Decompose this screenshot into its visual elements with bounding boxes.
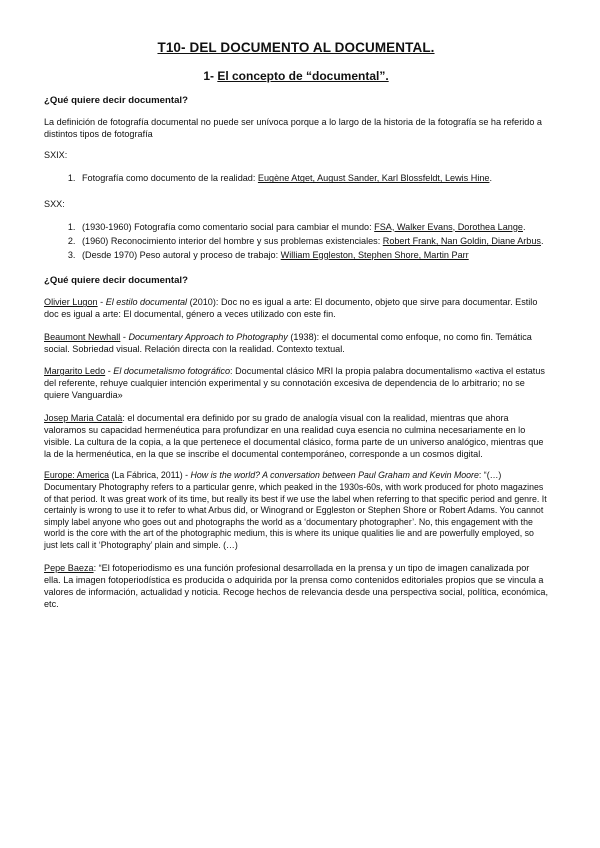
intro-paragraph: La definición de fotografía documental no puede ser unívoca porque a lo largo de la historia de la fotografía se ha referido a distintos tipos de fotografía bbox=[44, 117, 542, 140]
document-page bbox=[44, 40, 548, 620]
section-heading bbox=[44, 69, 548, 83]
author-link: Robert Frank, Nan Goldin, Diane Arbus bbox=[382, 235, 541, 246]
quote-work: El documetalismo fotográfico bbox=[113, 366, 231, 377]
sxx-label: SXX: bbox=[44, 198, 65, 209]
quote-paragraph: Pepe Baeza: “El fotoperiodismo es una función profesional desarrollada en la prensa y un tipo de imagen canalizada por ella. La imagen fotoperiodística es producida o adquirida por la prensa como contenidos editoriales propios que se vincula a valores de información, actualidad y noticia. Recoge hechos de relevancia desde una perspectiva social, política, económica, etc. bbox=[44, 562, 548, 610]
list-item: 1. Fotografía como documento de la realidad: Eugène Atget, August Sander, Karl Blossfeldt, Lewis Hine. bbox=[78, 172, 548, 184]
quote-work: How is the world? A conversation between Paul Graham and Kevin Moore bbox=[190, 470, 479, 481]
author-link: William Eggleston, Stephen Shore, Martin Parr bbox=[280, 250, 469, 261]
list-item: 3. (Desde 1970) Peso autoral y proceso de trabajo: William Eggleston, Stephen Shore, Martin Parr bbox=[78, 249, 548, 261]
quote-author: Olivier Lugon bbox=[44, 297, 98, 308]
list-item: 2. (1960) Reconocimiento interior del hombre y sus problemas existenciales: Robert Frank, Nan Goldin, Diane Arbus. bbox=[78, 235, 548, 247]
quote-paragraph: Josep Maria Català: el documental era definido por su grado de analogía visual con la realidad, mientras que ahora valoramos su capacidad hermenéutica para profundizar en una realidad cuya esencia no culmina necesariamente en lo visible. La cultura de la copia, a la que pertenece el documental clásico, forma parte de un universo analógico, mientras que la de la hermenéutica, en la que se inscribe el documental contemporáneo, corresponde a un cosmos digital. bbox=[44, 412, 544, 460]
quote-author: Margarito Ledo bbox=[44, 366, 106, 377]
quote-paragraph: Beaumont Newhall - Documentary Approach to Photography (1938): el documental como enfoque, no como fin. Temática social. Sobriedad visual. Relación directa con la realidad. Contexto textual. bbox=[44, 331, 532, 354]
quote-author: Europe: America bbox=[44, 470, 110, 481]
page-title: T10- DEL DOCUMENTO AL DOCUMENTAL. bbox=[157, 40, 435, 55]
author-link: Eugène Atget, August Sander, Karl Blossfeldt, Lewis Hine bbox=[257, 173, 490, 184]
section-number: 1- bbox=[203, 69, 214, 83]
quote-paragraph: Europe: America (La Fábrica, 2011) - How is the world? A conversation between Paul Graham and Kevin Moore: “(…) Documentary Photography refers to a particular genre, which peaked in the 1930s-60s, with work produced for photo magazines of that period. It was great work of its time, but really its best if we use the label when referring to that specific period and genre. It certainly is wrong to use it to refer to what Arbus did, or Winogrand or Eggleston or Stephen Shore or Robert Adams. You cannot simply label anyone who goes out and photographs the world as a ‘documentary photographer’. No, this engagement with the world is the core with the art of the photographic medium, this is where its unique qualities lie and are powerfully employed, so just lets call it ‘Photography’ plain and simple. (…) bbox=[44, 470, 547, 551]
sxx-list bbox=[44, 221, 548, 262]
list-item: 1. (1930-1960) Fotografía como comentario social para cambiar el mundo: FSA, Walker Evans, Dorothea Lange. bbox=[78, 221, 548, 233]
question-heading-2: ¿Qué quiere decir documental? bbox=[44, 275, 188, 287]
quote-author: Pepe Baeza bbox=[44, 562, 94, 573]
quote-work: Documentary Approach to Photography bbox=[128, 331, 288, 342]
author-link: FSA, Walker Evans, Dorothea Lange bbox=[374, 221, 523, 232]
quote-work: El estilo documental bbox=[105, 297, 188, 308]
question-heading-1: ¿Qué quiere decir documental? bbox=[44, 95, 188, 106]
sxix-list bbox=[44, 172, 548, 184]
quote-author: Josep Maria Català bbox=[44, 412, 123, 423]
quote-paragraph: Margarito Ledo - El documetalismo fotográfico: Documental clásico MRI la propia palabra documentalismo «activa el estatus del referente, rehuye cualquier intención experimental y su connotación excesiva de dependencia de lo arbitrario; no se quiere Vanguardia» bbox=[44, 366, 545, 401]
section-title: El concepto de “documental”. bbox=[217, 69, 389, 83]
quote-author: Beaumont Newhall bbox=[44, 331, 121, 342]
quote-paragraph: Olivier Lugon - El estilo documental (2010): Doc no es igual a arte: El documento, objeto que sirve para documentar. Estilo doc es igual a arte: El documental, género a veces utilizado con este fin. bbox=[44, 297, 538, 320]
sxix-label: SXIX: bbox=[44, 150, 68, 161]
